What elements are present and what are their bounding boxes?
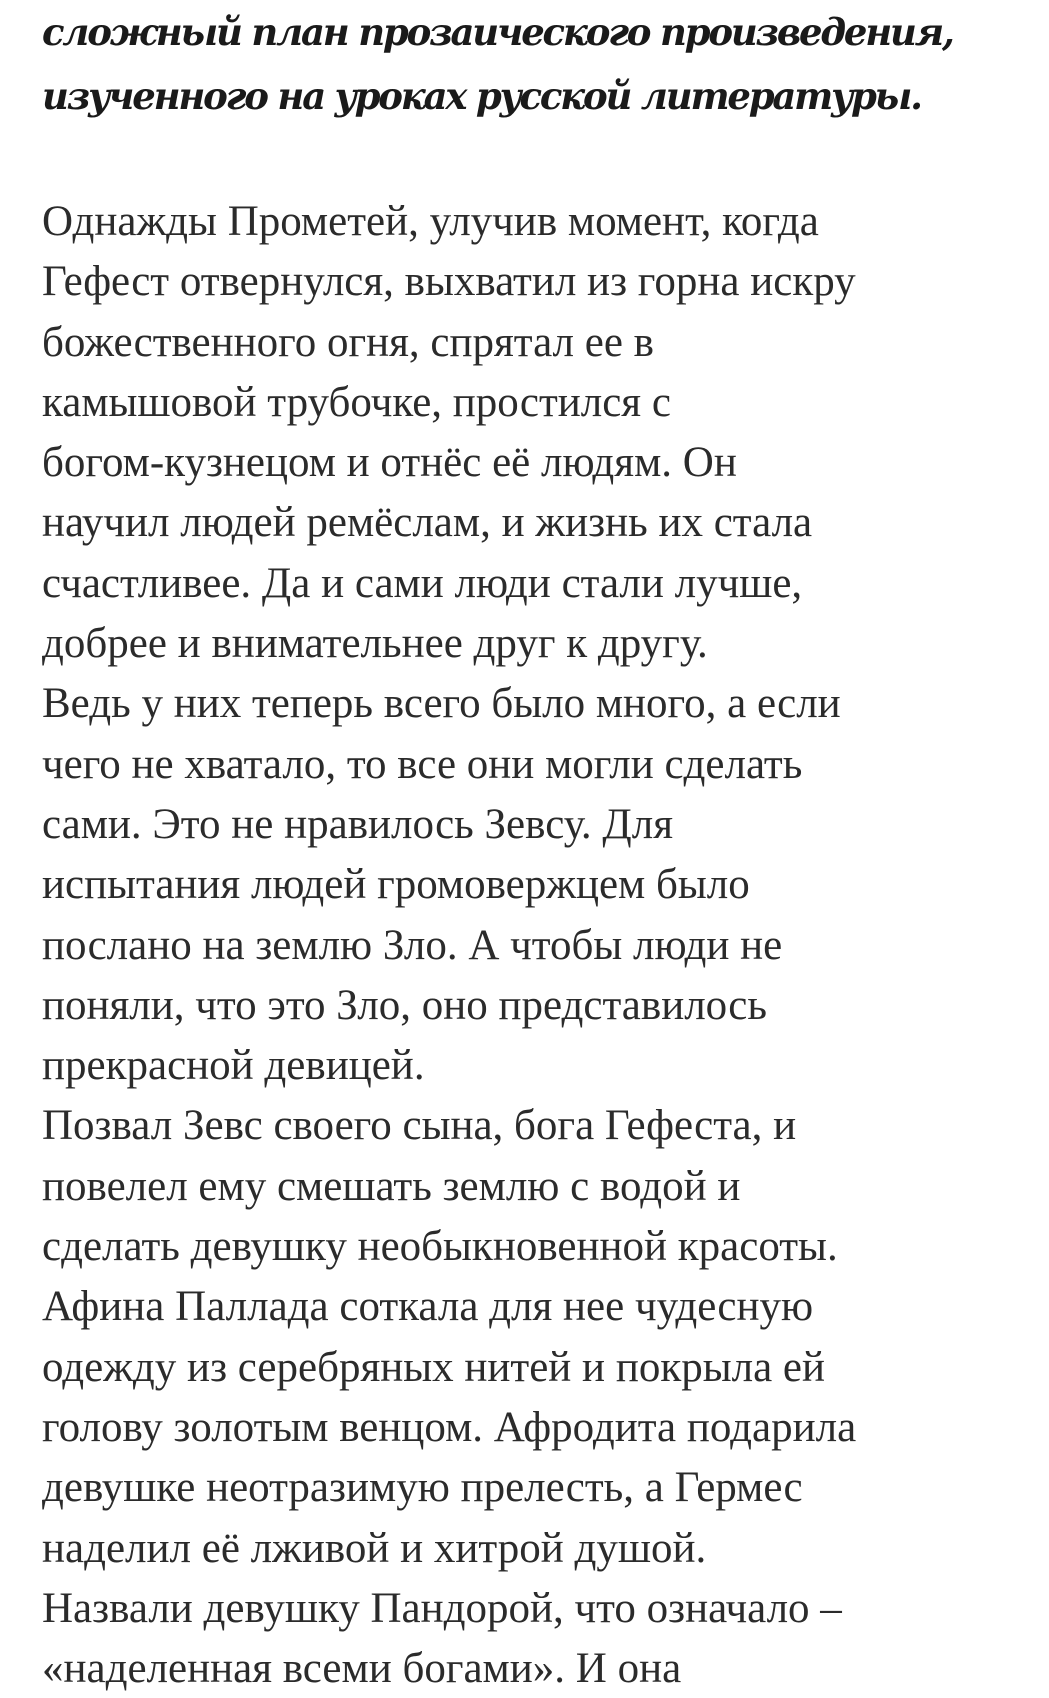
story-line: поняли, что это Зло, оно представилось bbox=[42, 981, 767, 1029]
story-line: Ведь у них теперь всего было много, а если bbox=[42, 680, 841, 728]
story-line: Гефест отвернулся, выхватил из горна искру bbox=[42, 258, 856, 306]
story-line: Позвал Зевс своего сына, бога Гефеста, и bbox=[42, 1102, 797, 1150]
story-line: одежду из серебряных нитей и покрыла ей bbox=[42, 1343, 826, 1391]
story-line: повелел ему смешать землю с водой и bbox=[42, 1162, 741, 1210]
story-line: счастливее. Да и сами люди стали лучше, bbox=[42, 559, 803, 607]
story-line: добрее и внимательнее друг к другу. bbox=[42, 620, 708, 668]
story-line: богом-кузнецом и отнёс её людям. Он bbox=[42, 439, 737, 487]
story-line: Афина Паллада соткала для нее чудесную bbox=[42, 1283, 814, 1331]
story-line: голову золотым венцом. Афродита подарила bbox=[42, 1403, 857, 1451]
heading-line: сложный план прозаического произведения, bbox=[42, 10, 953, 54]
story-text bbox=[42, 192, 1042, 1698]
story-line: сами. Это не нравилось Зевсу. Для bbox=[42, 800, 673, 848]
story-line: божественного огня, спрятал ее в bbox=[42, 318, 654, 366]
story-line: чего не хватало, то все они могли сделать bbox=[42, 740, 803, 788]
story-line: Назвали девушку Пандорой, что означало – bbox=[42, 1584, 842, 1632]
heading-line: изученного на уроках русской литературы. bbox=[42, 74, 921, 118]
story-line: сделать девушку необыкновенной красоты. bbox=[42, 1223, 838, 1271]
story-line: прекрасной девицей. bbox=[42, 1042, 425, 1090]
story-line: научил людей ремёслам, и жизнь их стала bbox=[42, 499, 813, 547]
story-line: Однажды Прометей, улучив момент, когда bbox=[42, 198, 819, 245]
story-line: послано на землю Зло. А чтобы люди не bbox=[42, 921, 783, 969]
story-line: испытания людей громовержцем было bbox=[42, 861, 750, 909]
assignment-heading bbox=[42, 0, 1032, 128]
story-line: «наделенная всеми богами». И она bbox=[42, 1645, 682, 1693]
story-line: камышовой трубочке, простился с bbox=[42, 378, 671, 426]
story-line: наделил её лживой и хитрой душой. bbox=[42, 1524, 707, 1572]
story-line: девушке неотразимую прелесть, а Гермес bbox=[42, 1464, 803, 1512]
